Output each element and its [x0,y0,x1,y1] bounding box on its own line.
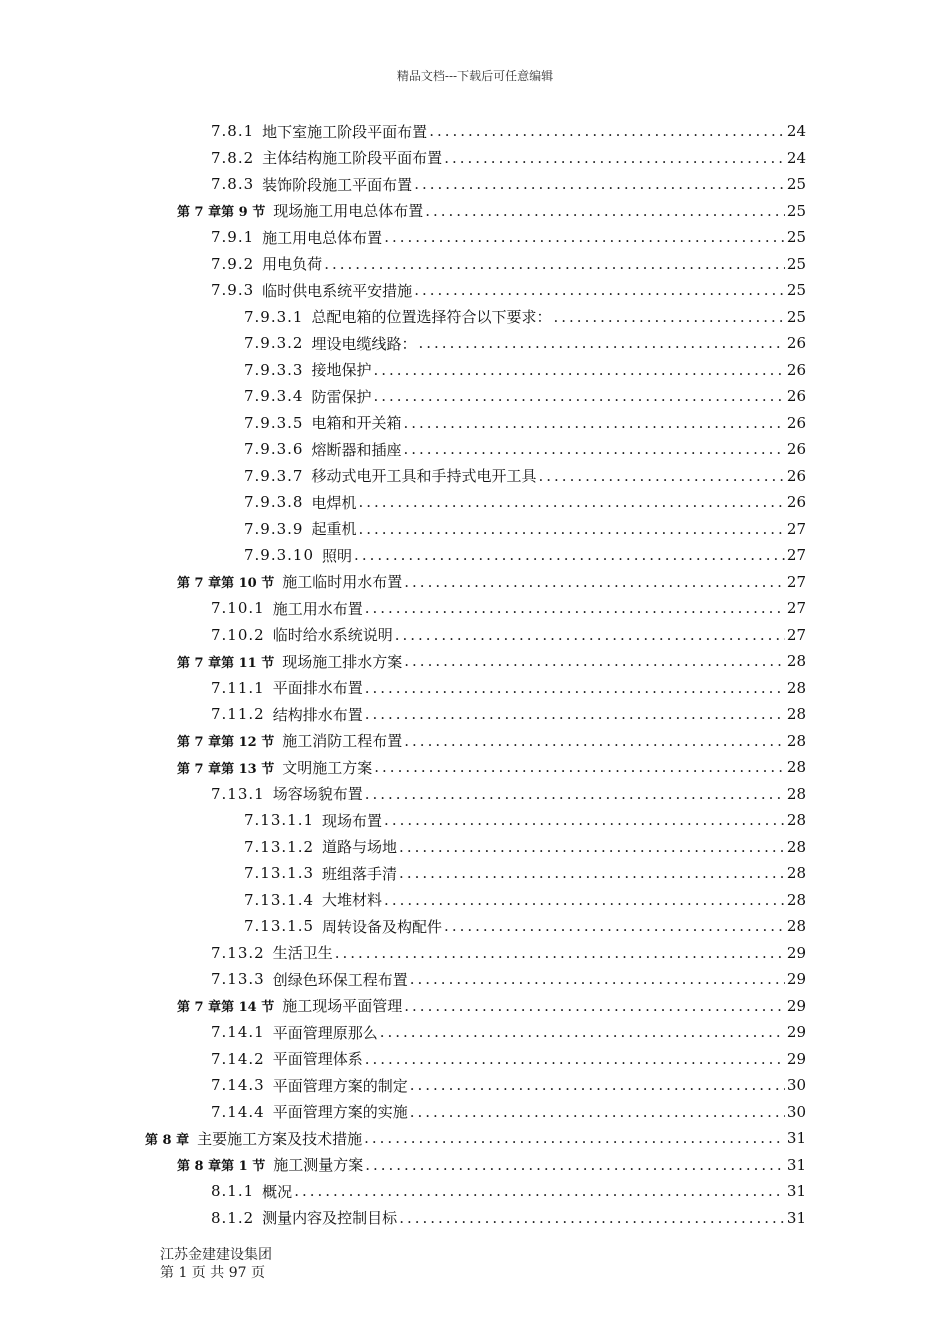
toc-entry-number: 7.9.3.10 [244,546,315,565]
toc-dot-leader [414,175,785,193]
toc-dot-leader [384,228,785,246]
toc-entry[interactable] [0,781,950,808]
toc-entry-number: 7.13.3 [211,970,265,989]
toc-dot-leader [414,281,785,299]
toc-entry[interactable] [0,436,950,463]
toc-entry-page: 24 [786,122,806,141]
toc-dot-leader [539,467,785,485]
toc-entry-title: 现场布置 [322,811,383,830]
toc-entry-number: 第 7 章第 14 节 [177,1000,275,1016]
toc-entry-number: 7.9.3.4 [244,387,304,406]
toc-entry-title: 测量内容及控制目标 [262,1209,398,1228]
toc-dot-leader [365,1050,785,1068]
toc-dot-leader [404,652,785,670]
toc-entry-page: 31 [786,1155,806,1174]
toc-entry-number: 7.13.1.2 [244,837,315,856]
toc-entry-number: 7.13.1.5 [244,917,315,936]
toc-entry-title: 移动式电开工具和手持式电开工具 [311,467,537,486]
toc-dot-leader [359,493,785,511]
toc-entry-title: 场容场貌布置 [272,785,363,804]
toc-entry[interactable] [0,171,950,198]
toc-entry-title: 施工测量方案 [273,1156,364,1175]
toc-dot-leader [404,573,785,591]
toc-dot-leader [404,997,785,1015]
toc-entry-title: 照明 [322,546,353,565]
toc-entry-page: 29 [786,970,806,989]
toc-entry-title: 平面管理体系 [272,1050,363,1069]
toc-dot-leader [399,1209,785,1227]
toc-dot-leader [410,1103,785,1121]
toc-entry-number: 7.9.3.7 [244,466,304,485]
toc-entry-page: 25 [786,201,806,220]
toc-entry-title: 埋设电缆线路： [311,334,417,353]
toc-entry[interactable] [0,277,950,304]
toc-entry-number: 7.14.2 [211,1049,265,1068]
toc-entry-page: 27 [786,519,806,538]
toc-entry-page: 30 [786,1102,806,1121]
toc-dot-leader [395,626,785,644]
toc-entry-page: 29 [786,1023,806,1042]
toc-entry-page: 26 [786,360,806,379]
toc-entry-number: 7.13.2 [211,943,265,962]
toc-entry-page: 26 [786,387,806,406]
toc-entry-title: 平面管理方案的实施 [272,1103,408,1122]
toc-entry-page: 28 [786,917,806,936]
toc-entry-page: 29 [786,1049,806,1068]
toc-entry[interactable] [0,807,950,834]
toc-dot-leader [404,440,785,458]
toc-dot-leader [554,308,785,326]
toc-dot-leader [404,732,785,750]
toc-entry[interactable] [0,489,950,516]
page-header: 精品文档---下载后可任意编辑 [396,69,554,83]
toc-entry-number: 7.9.3.8 [244,493,304,512]
toc-dot-leader [444,149,785,167]
toc-entry-page: 28 [786,784,806,803]
toc-dot-leader [399,838,785,856]
toc-entry-page: 25 [786,307,806,326]
toc-dot-leader [399,864,785,882]
toc-entry[interactable] [0,1046,950,1073]
toc-entry-number: 7.9.2 [211,254,255,273]
toc-entry-title: 主体结构施工阶段平面布置 [262,149,443,168]
toc-dot-leader [335,944,785,962]
toc-dot-leader [444,917,785,935]
toc-entry-number: 7.9.3.3 [244,360,304,379]
toc-entry[interactable] [0,701,950,728]
toc-entry-title: 装饰阶段施工平面布置 [262,175,413,194]
toc-dot-leader [365,599,785,617]
toc-entry-number: 第 7 章第 11 节 [177,655,275,671]
toc-dot-leader [384,891,785,909]
toc-dot-leader [429,122,785,140]
toc-entry-title: 施工用水布置 [272,599,363,618]
toc-dot-leader [364,1129,785,1147]
toc-entry-page: 25 [786,175,806,194]
toc-entry-title: 施工消防工程布置 [282,732,403,751]
toc-entry[interactable] [0,1125,950,1152]
toc-entry-page: 28 [786,678,806,697]
toc-entry[interactable] [0,251,950,278]
toc-entry[interactable] [0,754,950,781]
toc-dot-leader [324,255,785,273]
toc-entry-number: 7.13.1.4 [244,890,315,909]
toc-entry-title: 防雷保护 [311,387,372,406]
toc-entry-title: 电焊机 [311,493,357,512]
toc-entry[interactable] [0,728,950,755]
toc-entry-title: 平面排水布置 [272,679,363,698]
toc-entry-number: 7.13.1.3 [244,864,315,883]
toc-entry[interactable] [0,887,950,914]
toc-entry-title: 文明施工方案 [282,758,373,777]
toc-entry-title: 用电负荷 [262,255,323,274]
toc-entry[interactable] [0,622,950,649]
toc-entry-number: 7.14.1 [211,1023,265,1042]
toc-entry-number: 7.9.3 [211,281,255,300]
toc-entry-page: 28 [786,837,806,856]
toc-dot-leader [384,811,785,829]
toc-entry[interactable] [0,940,950,967]
toc-dot-leader [354,546,785,564]
toc-dot-leader [374,387,785,405]
toc-entry[interactable] [0,410,950,437]
toc-entry-number: 7.9.3.5 [244,413,304,432]
toc-entry-number: 7.8.2 [211,148,255,167]
toc-entry-page: 31 [786,1129,806,1148]
toc-entry-page: 28 [786,811,806,830]
toc-entry[interactable] [0,516,950,543]
toc-entry-number: 第 8 章第 1 节 [177,1159,266,1175]
toc-entry-page: 27 [786,625,806,644]
toc-entry-title: 结构排水布置 [272,705,363,724]
toc-entry-title: 生活卫生 [272,944,333,963]
toc-entry-page: 25 [786,254,806,273]
toc-entry-page: 26 [786,466,806,485]
toc-entry-title: 道路与场地 [322,838,398,857]
toc-entry[interactable] [0,118,950,145]
toc-entry-title: 大堆材料 [322,891,383,910]
toc-entry-number: 7.10.1 [211,599,265,618]
toc-entry[interactable] [0,198,950,225]
toc-entry-page: 26 [786,334,806,353]
toc-entry[interactable] [0,595,950,622]
toc-dot-leader [374,361,785,379]
toc-dot-leader [359,520,785,538]
toc-entry[interactable] [0,224,950,251]
toc-dot-leader [365,705,785,723]
toc-entry[interactable] [0,1152,950,1179]
toc-entry-page: 26 [786,440,806,459]
toc-entry-number: 7.9.3.1 [244,307,304,326]
toc-entry-title: 平面管理原那么 [272,1023,378,1042]
toc-entry[interactable] [0,1019,950,1046]
toc-entry-title: 临时给水系统说明 [272,626,393,645]
toc-dot-leader [404,414,785,432]
toc-entry[interactable] [0,383,950,410]
toc-dot-leader [425,202,785,220]
toc-entry-page: 28 [786,758,806,777]
toc-entry-title: 班组落手清 [322,864,398,883]
toc-entry-number: 8.1.2 [211,1208,255,1227]
toc-entry-title: 起重机 [311,520,357,539]
toc-entry[interactable] [0,966,950,993]
toc-entry[interactable] [0,1178,950,1205]
toc-entry-page: 26 [786,413,806,432]
toc-entry-page: 31 [786,1208,806,1227]
toc-dot-leader [419,334,785,352]
toc-entry-title: 临时供电系统平安措施 [262,281,413,300]
toc-entry-page: 28 [786,890,806,909]
toc-entry-title: 平面管理方案的制定 [272,1076,408,1095]
toc-entry-page: 25 [786,281,806,300]
toc-entry-number: 7.11.1 [211,678,265,697]
toc-entry-number: 第 7 章第 13 节 [177,761,275,777]
toc-dot-leader [365,679,785,697]
toc-entry-number: 7.13.1.1 [244,811,315,830]
page-footer [160,1246,272,1282]
footer-company: 江苏金建建设集团 [160,1247,272,1263]
toc-entry[interactable] [0,463,950,490]
toc-entry[interactable] [0,1099,950,1126]
toc-entry-title: 现场施工排水方案 [282,652,403,671]
toc-entry-page: 28 [786,652,806,671]
toc-entry-number: 7.11.2 [211,705,265,724]
toc-dot-leader [410,1076,785,1094]
table-of-contents [0,118,950,1231]
toc-entry-page: 31 [786,1182,806,1201]
toc-entry-page: 25 [786,228,806,247]
toc-dot-leader [365,785,785,803]
toc-entry-title: 施工用电总体布置 [262,228,383,247]
toc-entry-number: 第 8 章 [145,1132,190,1148]
toc-dot-leader [410,970,785,988]
toc-entry[interactable] [0,834,950,861]
toc-entry-number: 7.8.3 [211,175,255,194]
toc-entry-number: 第 7 章第 10 节 [177,576,275,592]
toc-entry-number: 7.14.3 [211,1076,265,1095]
toc-entry-number: 第 7 章第 9 节 [177,205,266,221]
toc-entry-title: 电箱和开关箱 [311,414,402,433]
toc-entry-number: 7.14.4 [211,1102,265,1121]
toc-dot-leader [380,1023,785,1041]
toc-entry[interactable] [0,330,950,357]
toc-entry-number: 7.13.1 [211,784,265,803]
toc-entry-number: 7.9.3.6 [244,440,304,459]
toc-entry-title: 创绿色环保工程布置 [272,970,408,989]
toc-entry-number: 7.9.1 [211,228,255,247]
toc-entry[interactable] [0,357,950,384]
toc-entry[interactable] [0,569,950,596]
toc-entry-page: 26 [786,493,806,512]
toc-entry[interactable] [0,913,950,940]
toc-entry-number: 7.10.2 [211,625,265,644]
toc-entry-title: 现场施工用电总体布置 [273,202,424,221]
footer-page-info: 第 1 页 共 97 页 [160,1265,265,1281]
toc-entry-page: 28 [786,705,806,724]
toc-entry-page: 28 [786,731,806,750]
toc-entry[interactable] [0,993,950,1020]
toc-entry-number: 7.9.3.9 [244,519,304,538]
toc-entry-page: 29 [786,943,806,962]
toc-entry-page: 28 [786,864,806,883]
toc-entry[interactable] [0,145,950,172]
toc-entry-title: 施工临时用水布置 [282,573,403,592]
toc-dot-leader [294,1182,785,1200]
toc-dot-leader [365,1156,785,1174]
toc-entry-page: 29 [786,996,806,1015]
toc-entry-number: 7.8.1 [211,122,255,141]
toc-entry-page: 27 [786,546,806,565]
toc-entry[interactable] [0,1205,950,1232]
toc-entry[interactable] [0,304,950,331]
toc-entry-number: 7.9.3.2 [244,334,304,353]
toc-entry-title: 主要施工方案及技术措施 [197,1129,363,1148]
toc-entry-title: 概况 [262,1182,293,1201]
toc-entry-title: 接地保护 [311,361,372,380]
toc-entry-number: 第 7 章第 12 节 [177,735,275,751]
toc-entry-page: 27 [786,572,806,591]
toc-entry-title: 周转设备及构配件 [322,917,443,936]
toc-entry[interactable] [0,860,950,887]
toc-entry[interactable] [0,675,950,702]
toc-entry-title: 施工现场平面管理 [282,997,403,1016]
toc-entry-number: 8.1.1 [211,1182,255,1201]
toc-entry[interactable] [0,542,950,569]
toc-entry-title: 总配电箱的位置选择符合以下要求： [311,308,552,327]
toc-entry-title: 地下室施工阶段平面布置 [262,122,428,141]
toc-entry-title: 熔断器和插座 [311,440,402,459]
toc-dot-leader [374,758,785,776]
toc-entry-page: 24 [786,148,806,167]
toc-entry[interactable] [0,648,950,675]
toc-entry-page: 27 [786,599,806,618]
toc-entry-page: 30 [786,1076,806,1095]
toc-entry[interactable] [0,1072,950,1099]
